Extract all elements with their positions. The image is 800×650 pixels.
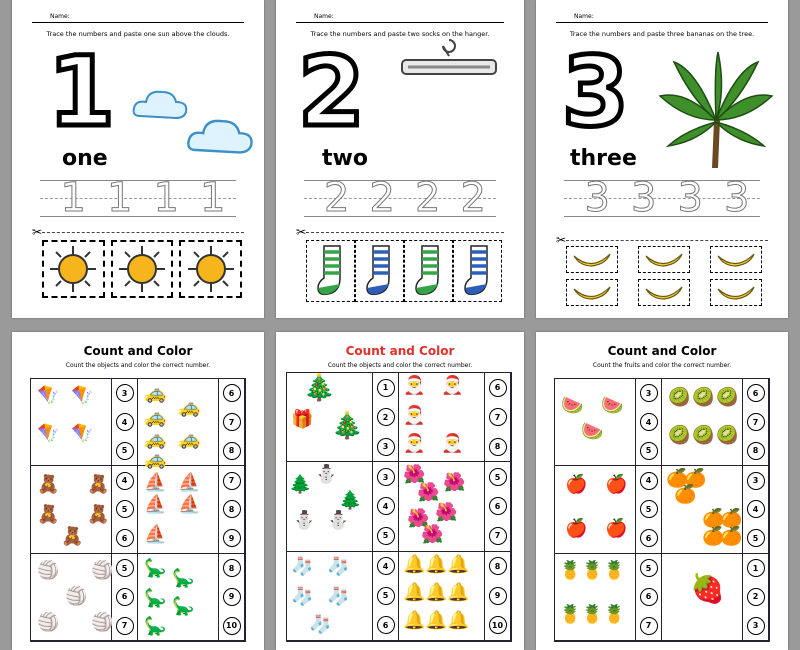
ball-icon: 🏐	[65, 585, 88, 607]
orange-icon: 🍊	[674, 484, 697, 506]
gift-icon: 🎁	[291, 409, 314, 430]
apple-icon: 🍎	[605, 518, 628, 540]
number-column	[743, 379, 769, 466]
teddy-bear-icon: 🧸	[37, 504, 60, 526]
number-circle[interactable]: 4	[640, 413, 658, 431]
number-column	[485, 552, 511, 641]
scissors-icon: ✂	[556, 233, 567, 247]
teddy-bear-icon: 🧸	[87, 504, 110, 526]
sun-icon	[48, 244, 98, 294]
trace-digit: 1	[200, 175, 226, 221]
banana-icon	[716, 283, 756, 303]
number-circle[interactable]: 8	[223, 500, 241, 518]
number-circle[interactable]: 6	[223, 384, 241, 402]
number-column	[636, 466, 662, 553]
big-number: 2	[298, 36, 365, 148]
picture-cell-stockings	[287, 552, 373, 641]
trace-digit: 3	[724, 175, 750, 221]
watermelon-icon: 🍉	[601, 395, 624, 416]
picture-cell-santa-hats	[399, 373, 485, 462]
number-circle[interactable]: 6	[116, 529, 134, 547]
sock-cutout[interactable]	[453, 240, 502, 302]
number-circle[interactable]: 10	[223, 617, 241, 635]
bell-icon: 🔔	[447, 581, 470, 603]
picture-cell-balls	[31, 554, 112, 641]
picture-cell-kiwis	[662, 379, 743, 466]
ball-icon: 🏐	[91, 611, 114, 633]
banana-icon	[572, 250, 612, 270]
banana-icon	[716, 250, 756, 270]
boat-icon: ⛵	[178, 472, 201, 494]
ball-icon: 🏐	[37, 559, 60, 581]
sun-cutout[interactable]	[179, 240, 242, 298]
kiwi-icon: 🥝	[668, 387, 691, 408]
sock-cutout[interactable]	[404, 240, 453, 302]
instruction: Trace the numbers and paste two socks on the hanger.	[310, 30, 490, 38]
orange-icon: 🍊	[720, 508, 743, 530]
watermelon-icon: 🍉	[561, 395, 584, 416]
number-circle[interactable]: 4	[116, 413, 134, 431]
picture-cell-pineapples	[555, 554, 636, 641]
number-word: three	[570, 146, 637, 171]
apple-icon: 🍎	[605, 474, 628, 496]
poinsettia-icon: 🌺	[435, 502, 458, 524]
sheet-subtitle: Count the fruits and color the correct number.	[592, 362, 732, 369]
number-circle[interactable]: 1	[747, 559, 765, 577]
number-circle[interactable]: 9	[489, 587, 507, 605]
name-label: Name:	[314, 13, 334, 20]
number-circle[interactable]: 6	[377, 616, 395, 634]
number-circle[interactable]: 7	[489, 527, 507, 545]
count-sheet-fruits	[536, 332, 788, 650]
name-label: Name:	[574, 13, 594, 20]
sock-cutout[interactable]	[355, 240, 404, 302]
number-circle[interactable]: 6	[640, 588, 658, 606]
trace-digit: 2	[369, 175, 395, 221]
trace-digit: 1	[107, 175, 133, 221]
instruction: Trace the numbers and paste three bananas on the tree.	[569, 30, 755, 38]
number-circle[interactable]: 3	[377, 438, 395, 456]
sheet-title: Count and Color	[83, 344, 193, 358]
orange-icon: 🍊	[702, 526, 725, 548]
stocking-icon: 🧦	[327, 585, 350, 607]
cut-line	[32, 232, 244, 233]
sock-cutout[interactable]	[306, 240, 355, 302]
car-icon: 🚕	[178, 397, 201, 418]
number-circle[interactable]: 8	[489, 438, 507, 456]
cutout-strip	[42, 240, 242, 298]
trace-digit: 3	[677, 175, 703, 221]
ball-icon: 🏐	[37, 611, 60, 633]
number-circle[interactable]: 4	[747, 500, 765, 518]
number-column	[373, 462, 399, 551]
bell-icon: 🔔	[425, 581, 448, 603]
teddy-bear-icon: 🧸	[61, 526, 84, 548]
santa-hat-icon: 🎅	[403, 375, 426, 396]
sun-icon	[186, 244, 236, 294]
banana-icon	[644, 283, 684, 303]
number-circle[interactable]: 8	[223, 559, 241, 577]
teddy-bear-icon: 🧸	[87, 474, 110, 496]
teddy-bear-icon: 🧸	[37, 474, 60, 496]
boat-icon: ⛵	[178, 494, 201, 516]
cutout-strip	[566, 246, 762, 306]
hanger-icon	[394, 36, 504, 86]
boat-icon: ⛵	[144, 524, 167, 546]
kite-icon: 🪁	[71, 423, 94, 444]
number-circle[interactable]: 1	[377, 379, 395, 397]
santa-hat-icon: 🎅	[441, 375, 464, 396]
sock-icon	[314, 244, 348, 298]
sun-icon	[117, 244, 167, 294]
number-circle[interactable]: 5	[640, 442, 658, 460]
bell-icon: 🔔	[403, 553, 426, 575]
number-circle[interactable]: 7	[116, 617, 134, 635]
number-column	[112, 554, 138, 641]
kiwi-icon: 🥝	[692, 425, 715, 446]
cutout-strip	[306, 240, 502, 302]
poinsettia-icon: 🌺	[443, 472, 466, 494]
dinosaur-icon: 🦕	[144, 557, 167, 579]
number-circle[interactable]: 6	[116, 588, 134, 606]
snowman-icon: ⛄	[315, 464, 338, 486]
banana-tree-icon	[656, 50, 776, 170]
pineapple-icon: 🍍	[559, 559, 582, 581]
number-circle[interactable]: 7	[489, 408, 507, 426]
number-column	[112, 379, 138, 466]
number-circle[interactable]: 8	[489, 557, 507, 575]
number-circle[interactable]: 5	[116, 559, 134, 577]
pine-tree-icon: 🌲	[289, 474, 312, 496]
number-word: one	[62, 146, 108, 171]
sock-icon	[363, 244, 397, 298]
number-circle[interactable]: 2	[747, 588, 765, 606]
big-number: 3	[562, 36, 629, 148]
bell-icon: 🔔	[447, 553, 470, 575]
number-circle[interactable]: 10	[489, 616, 507, 634]
dinosaur-icon: 🦕	[144, 615, 167, 637]
banana-cutout[interactable]	[710, 279, 762, 306]
trace-digit: 1	[60, 175, 86, 221]
number-circle[interactable]: 5	[489, 468, 507, 486]
boat-icon: ⛵	[144, 494, 167, 516]
sock-icon	[412, 244, 446, 298]
number-circle[interactable]: 2	[377, 408, 395, 426]
banana-icon	[572, 283, 612, 303]
apple-icon: 🍎	[565, 518, 588, 540]
count-grid	[554, 378, 770, 642]
number-column	[636, 554, 662, 641]
count-grid	[30, 378, 246, 642]
cloud-icon	[130, 86, 190, 126]
orange-icon: 🍊	[702, 508, 725, 530]
trace-digit: 2	[324, 175, 350, 221]
picture-cell-kites	[31, 379, 112, 466]
snowman-icon: ⛄	[327, 510, 350, 532]
kiwi-icon: 🥝	[692, 387, 715, 408]
number-column	[743, 554, 769, 641]
christmas-tree-icon: 🎄	[331, 411, 364, 441]
boat-icon: ⛵	[144, 472, 167, 494]
banana-cutout[interactable]	[566, 279, 618, 306]
number-column	[112, 466, 138, 553]
number-circle[interactable]: 5	[640, 500, 658, 518]
kite-icon: 🪁	[37, 423, 60, 444]
pineapple-icon: 🍍	[559, 603, 582, 625]
cut-line	[556, 240, 768, 241]
watermelon-icon: 🍉	[581, 421, 604, 442]
kiwi-icon: 🥝	[668, 425, 691, 446]
name-field[interactable]	[296, 12, 504, 23]
number-circle[interactable]: 7	[747, 413, 765, 431]
santa-hat-icon: 🎅	[403, 405, 426, 426]
santa-hat-icon: 🎅	[441, 433, 464, 454]
number-column	[219, 379, 245, 466]
worksheet-one	[12, 0, 264, 318]
poinsettia-icon: 🌺	[421, 524, 444, 546]
sun-cutout[interactable]	[111, 240, 174, 298]
bell-icon: 🔔	[403, 609, 426, 631]
car-icon: 🚕	[144, 449, 167, 470]
stocking-icon: 🧦	[327, 555, 350, 577]
number-column	[373, 373, 399, 462]
number-circle[interactable]: 6	[489, 497, 507, 515]
sock-icon	[461, 244, 495, 298]
picture-cell-bears	[31, 466, 112, 553]
number-column	[219, 554, 245, 641]
dinosaur-icon: 🦕	[144, 587, 167, 609]
car-icon: 🚕	[144, 407, 167, 428]
number-circle[interactable]: 5	[116, 442, 134, 460]
pineapple-icon: 🍍	[581, 559, 604, 581]
number-column	[485, 373, 511, 462]
stocking-icon: 🧦	[309, 613, 332, 635]
trace-digit: 2	[460, 175, 486, 221]
sun-cutout[interactable]	[42, 240, 105, 298]
count-sheet-christmas	[276, 332, 524, 650]
pineapple-icon: 🍍	[603, 559, 626, 581]
number-circle[interactable]: 4	[116, 472, 134, 490]
bell-icon: 🔔	[425, 609, 448, 631]
number-circle[interactable]: 9	[223, 529, 241, 547]
number-circle[interactable]: 6	[640, 529, 658, 547]
number-circle[interactable]: 3	[747, 472, 765, 490]
orange-icon: 🍊	[666, 468, 689, 490]
number-circle[interactable]: 9	[223, 588, 241, 606]
car-icon: 🚕	[178, 429, 201, 450]
number-circle[interactable]: 6	[747, 384, 765, 402]
number-circle[interactable]: 4	[377, 557, 395, 575]
poinsettia-icon: 🌺	[407, 508, 430, 530]
tracing-area[interactable]	[304, 175, 496, 221]
number-circle[interactable]: 7	[223, 472, 241, 490]
sheet-subtitle: Count the objects and color the correct number.	[65, 362, 211, 369]
dinosaur-icon: 🦕	[172, 567, 195, 589]
sheet-title: Count and Color	[607, 344, 717, 358]
apple-icon: 🍎	[565, 474, 588, 496]
number-circle[interactable]: 4	[377, 497, 395, 515]
number-circle[interactable]: 5	[116, 500, 134, 518]
worksheet-three	[536, 0, 788, 318]
kite-icon: 🪁	[71, 385, 94, 406]
instruction: Trace the numbers and paste one sun above the clouds.	[46, 30, 230, 38]
trace-digit: 2	[415, 175, 441, 221]
number-circle[interactable]: 3	[747, 617, 765, 635]
number-circle[interactable]: 4	[640, 472, 658, 490]
picture-cell-oranges	[662, 466, 743, 553]
ball-icon: 🏐	[91, 559, 114, 581]
picture-cell-strawberry	[662, 554, 743, 641]
count-grid	[286, 372, 512, 642]
number-circle[interactable]: 5	[377, 527, 395, 545]
number-column	[219, 466, 245, 553]
number-circle[interactable]: 5	[377, 587, 395, 605]
orange-icon: 🍊	[684, 468, 707, 490]
number-column	[636, 379, 662, 466]
stocking-icon: 🧦	[291, 555, 314, 577]
name-label: Name:	[50, 13, 70, 20]
cut-line	[296, 232, 504, 233]
banana-icon	[644, 250, 684, 270]
picture-cell-cars	[138, 379, 219, 470]
number-column	[373, 552, 399, 641]
tracing-area[interactable]	[564, 175, 760, 221]
big-number: 1	[48, 36, 115, 148]
kite-icon: 🪁	[37, 385, 60, 406]
tracing-area[interactable]	[40, 175, 236, 221]
poinsettia-icon: 🌺	[403, 464, 426, 486]
pineapple-icon: 🍍	[581, 603, 604, 625]
bell-icon: 🔔	[425, 553, 448, 575]
scissors-icon: ✂	[32, 225, 43, 239]
car-icon: 🚕	[144, 383, 167, 404]
dinosaur-icon: 🦕	[172, 595, 195, 617]
number-word: two	[322, 146, 368, 171]
cloud-icon	[184, 114, 256, 162]
worksheet-two	[276, 0, 524, 318]
sheet-title: Count and Color	[345, 344, 455, 358]
banana-cutout[interactable]	[638, 279, 690, 306]
pine-tree-icon: 🌲	[339, 490, 362, 512]
sheet-subtitle: Count the objects and color the correct number.	[327, 362, 473, 369]
christmas-tree-icon: 🎄	[303, 373, 336, 403]
name-field[interactable]	[556, 12, 768, 23]
picture-cell-trees	[287, 373, 373, 462]
picture-cell-boats	[138, 466, 219, 553]
number-circle[interactable]: 6	[489, 379, 507, 397]
number-circle[interactable]: 8	[223, 442, 241, 460]
bell-icon: 🔔	[403, 581, 426, 603]
banana-cutout[interactable]	[566, 246, 618, 273]
picture-cell-dinos	[138, 554, 219, 641]
santa-hat-icon: 🎅	[403, 433, 426, 454]
pineapple-icon: 🍍	[603, 603, 626, 625]
picture-cell-apples	[555, 466, 636, 553]
strawberry-icon: 🍓	[690, 571, 725, 605]
kiwi-icon: 🥝	[716, 387, 739, 408]
banana-cutout[interactable]	[710, 246, 762, 273]
picture-cell-poinsettias	[399, 462, 485, 551]
bell-icon: 🔔	[447, 609, 470, 631]
number-column	[743, 466, 769, 553]
trace-digit: 3	[584, 175, 610, 221]
trace-digit: 1	[153, 175, 179, 221]
snowman-icon: ⛄	[293, 510, 316, 532]
poinsettia-icon: 🌺	[417, 482, 440, 504]
scissors-icon: ✂	[296, 225, 307, 239]
orange-icon: 🍊	[720, 526, 743, 548]
picture-cell-watermelons	[555, 379, 636, 466]
number-circle[interactable]: 3	[116, 384, 134, 402]
number-circle[interactable]: 5	[747, 529, 765, 547]
picture-cell-bells	[399, 552, 485, 641]
number-circle[interactable]: 7	[640, 617, 658, 635]
stocking-icon: 🧦	[291, 585, 314, 607]
name-field[interactable]	[32, 12, 244, 23]
number-circle[interactable]: 3	[640, 384, 658, 402]
picture-cell-snowmen	[287, 462, 373, 551]
banana-cutout[interactable]	[638, 246, 690, 273]
number-circle[interactable]: 3	[377, 468, 395, 486]
number-circle[interactable]: 7	[223, 413, 241, 431]
number-circle[interactable]: 8	[747, 442, 765, 460]
number-column	[485, 462, 511, 551]
kiwi-icon: 🥝	[716, 425, 739, 446]
number-circle[interactable]: 5	[640, 559, 658, 577]
trace-digit: 3	[631, 175, 657, 221]
count-sheet-toys	[12, 332, 264, 650]
car-icon: 🚕	[144, 429, 167, 450]
